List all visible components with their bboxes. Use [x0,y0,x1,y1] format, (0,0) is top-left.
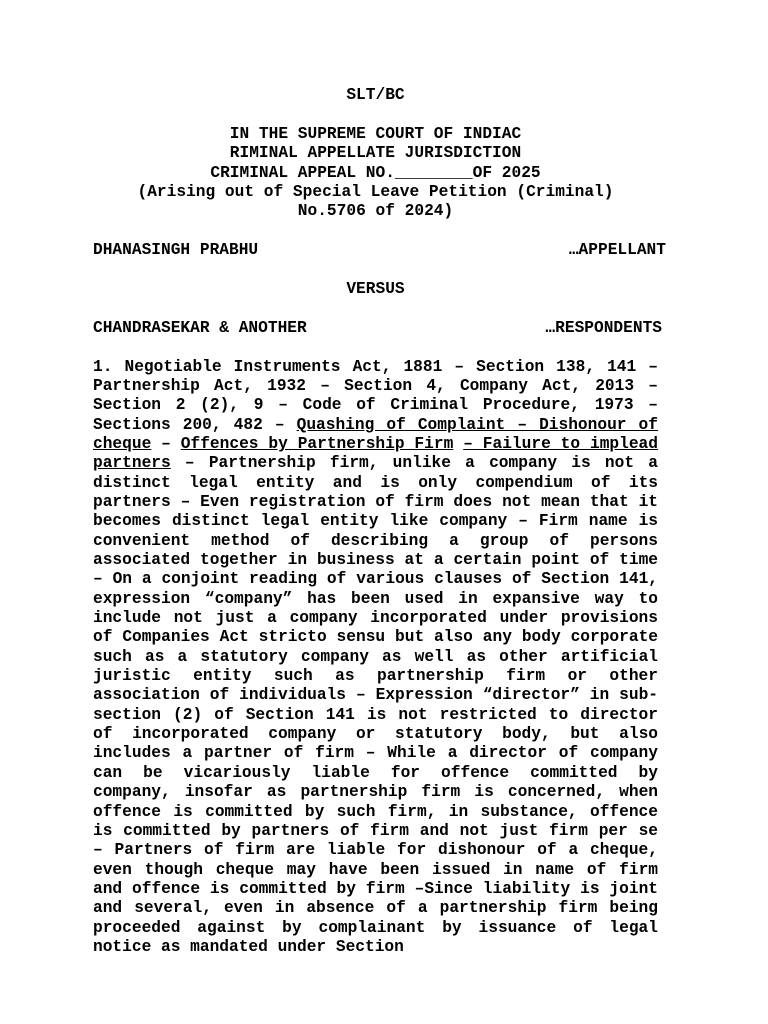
headnote-underlined-implead: – Failure to implead partners [93,434,658,473]
document-code: SLT/BC [346,86,405,104]
headnote-paragraph: 1. Negotiable Instruments Act, 1881 – Section 138, 141 – Partnership Act, 1932 – Section 4, Company Act, 2013 – Section 2 (2), 9 – Code of Criminal Procedure, 1973 – Sections 200, 482 – Quashing of Complaint – Dishonour of cheque – Offences by Partnership Firm – Failure to implead partners – Partnership firm, unlike a company is not a distinct legal entity and is only compendium of its partners – Even registration of firm does not mean that it becomes distinct legal entity like company – Firm name is convenient method of describing a group of persons associated together in business at a certain point of time – On a conjoint reading of various clauses of Section 141, expression “company” has been used in expansive way to include not just a company incorporated under provisions of Companies Act stricto sensu but also any body corporate such as a statutory company as well as other artificial juristic entity such as partnership firm or other association of individuals – Expression “director” in sub-section (2) of Section 141 is not restricted to director of incorporated company or statutory body, but also includes a partner of firm – While a director of company can be vicariously liable for offence committed by company, insofar as partnership firm is concerned, when offence is committed by such firm, in substance, offence is committed by partners of firm and not just firm per se – Partners of firm are liable for dishonour of a cheque, even though cheque may have been issued in name of firm and offence is committed by firm –Since liability is joint and several, even in absence of a partnership firm being proceeded against by complainant by issuance of legal notice as mandated under Section [93,357,658,956]
respondent-row [93,318,662,338]
appellant-role: …APPELLANT [568,241,666,260]
court-name: IN THE SUPREME COURT OF INDIAC [229,124,522,143]
headnote-underlined-quashing: Quashing of Complaint – Dishonour of cheque [93,415,658,453]
headnote-intro: 1. Negotiable Instruments Act, 1881 – Section 138, 141 – Partnership Act, 1932 – Section 4, Company Act, 2013 – Section 2 (2), 9 – Code of Criminal Procedure, 1973 – Sections 200, 482 – [93,357,658,434]
arising-out-of-line1: (Arising out of Special Leave Petition (Criminal) [137,183,614,202]
jurisdiction: RIMINAL APPELLATE JURISDICTION [229,144,522,163]
headnote-body: – Partnership firm, unlike a company is not a distinct legal entity and is only compendium of its partners – Even registration of firm does not mean that it becomes distinct legal entity like company – Firm name is convenient method of describing a group of persons associated together in business at a certain point of time – On a conjoint reading of various clauses of Section 141, expression “company” has been used in expansive way to include not just a company incorporated under provisions of Companies Act stricto sensu but also any body corporate such as a statutory company as well as other artificial juristic entity such as partnership firm or other association of individuals – Expression “director” in sub-section (2) of Section 141 is not restricted to director of incorporated company or statutory body, but also includes a partner of firm – While a director of company can be vicariously liable for offence committed by company, insofar as partnership firm is concerned, when offence is committed by such firm, in substance, offence is committed by partners of firm and not just firm per se – Partners of firm are liable for dishonour of a cheque, even though cheque may have been issued in name of firm and offence is committed by firm –Since liability is joint and several, even in absence of a partnership firm being proceeded against by complainant by issuance of legal notice as mandated under Section [93,454,658,956]
document-page [93,86,666,957]
headnote-underlined-offences: Offences by Partnership Firm [180,434,454,453]
respondent-name: CHANDRASEKAR & ANOTHER [93,318,307,337]
respondent-role: …RESPONDENTS [545,318,662,337]
arising-out-of-line2: No.5706 of 2024) [297,202,454,221]
appellant-row [93,241,666,260]
versus-label: VERSUS [346,280,405,299]
appeal-number: CRIMINAL APPEAL NO.________OF 2025 [210,163,541,182]
appellant-name: DHANASINGH PRABHU [93,241,259,260]
